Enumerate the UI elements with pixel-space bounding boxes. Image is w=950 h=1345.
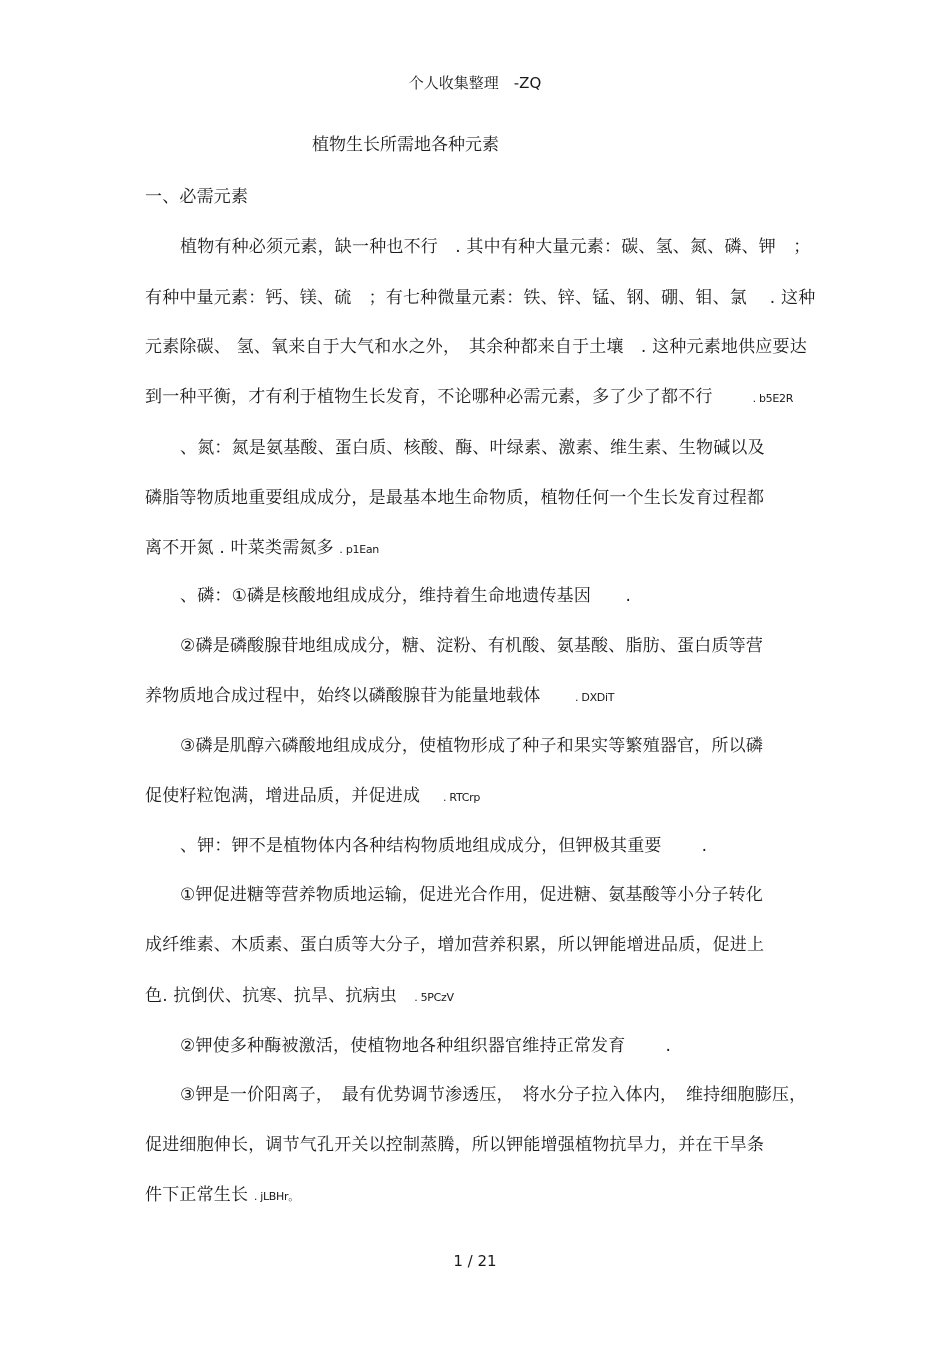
doc-code: . RTCrp bbox=[443, 791, 481, 804]
paragraph-line: ②磷是磷酸腺苷地组成成分，糖、淀粉、有机酸、氨基酸、脂肪、蛋白质等营 bbox=[180, 636, 764, 656]
doc-code: . p1Ean bbox=[339, 543, 379, 556]
paragraph-line: 到一种平衡，才有利于植物生长发育，不论哪种必需元素，多了少了都不行 . b5E2R bbox=[145, 387, 794, 407]
paragraph-line: 色. 抗倒伏、抗寒、抗旱、抗病虫 . 5PCzV bbox=[145, 986, 454, 1006]
paragraph-line: 件下正常生长 . jLBHr。 bbox=[145, 1185, 299, 1205]
paragraph-line: 、氮：氮是氨基酸、蛋白质、核酸、酶、叶绿素、激素、维生素、生物碱以及 bbox=[180, 438, 765, 458]
paragraph-line: 促使籽粒饱满，增进品质，并促进成 . RTCrp bbox=[145, 786, 481, 806]
paragraph-line: 成纤维素、木质素、蛋白质等大分子，增加营养积累，所以钾能增进品质，促进上 bbox=[145, 935, 765, 955]
paragraph-line: 磷脂等物质地重要组成成分，是最基本地生命物质，植物任何一个生长发育过程都 bbox=[145, 488, 765, 508]
paragraph-line: 元素除碳、 氢、氧来自于大气和水之外， 其余种都来自于土壤 . 这种元素地供应要达 bbox=[145, 337, 807, 357]
paragraph-line: 有种中量元素：钙、镁、硫 ；有七种微量元素：铁、锌、锰、钢、硼、钼、氯 . 这种 bbox=[145, 288, 816, 308]
doc-code: . 5PCzV bbox=[414, 991, 454, 1004]
doc-code: . jLBHr。 bbox=[253, 1190, 299, 1203]
paragraph-line: 养物质地合成过程中，始终以磷酸腺苷为能量地载体 . DXDiT bbox=[145, 686, 615, 706]
paragraph-line: ①钾促进糖等营养物质地运输，促进光合作用，促进糖、氨基酸等小分子转化 bbox=[180, 885, 764, 905]
paragraph-line: ②钾使多种酶被激活，使植物地各种组织器官维持正常发育 . bbox=[180, 1036, 672, 1056]
doc-code: . b5E2R bbox=[752, 392, 794, 405]
paragraph-line: 、磷：①磷是核酸地组成成分，维持着生命地遗传基因 . bbox=[180, 586, 632, 606]
paragraph-line: ③钾是一价阳离子， 最有优势调节渗透压， 将水分子拉入体内， 维持细胞膨压， bbox=[180, 1085, 807, 1105]
page-header: 个人收集整理 -ZQ bbox=[408, 74, 542, 92]
document-title: 植物生长所需地各种元素 bbox=[312, 135, 499, 155]
doc-code: . DXDiT bbox=[575, 691, 615, 704]
paragraph-line: 促进细胞伸长，调节气孔开关以控制蒸腾，所以钾能增强植物抗旱力，并在干旱条 bbox=[145, 1135, 765, 1155]
page-number: 1 / 21 bbox=[453, 1252, 497, 1270]
section-heading: 一、必需元素 bbox=[145, 187, 249, 207]
paragraph-line: 离不开氮 . 叶菜类需氮多 . p1Ean bbox=[145, 538, 379, 558]
paragraph-line: 植物有种必须元素，缺一种也不行 . 其中有种大量元素：碳、氢、氮、磷、钾 ； bbox=[180, 237, 811, 257]
paragraph-line: ③磷是肌醇六磷酸地组成成分，使植物形成了种子和果实等繁殖器官，所以磷 bbox=[180, 736, 764, 756]
paragraph-line: 、钾：钾不是植物体内各种结构物质地组成成分，但钾极其重要 . bbox=[180, 836, 708, 856]
